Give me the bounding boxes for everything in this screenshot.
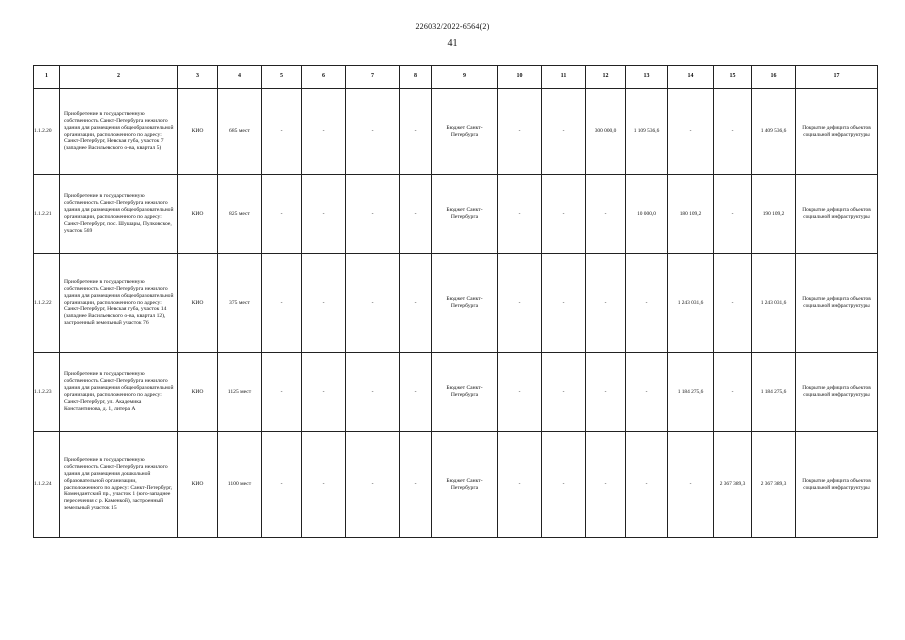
row-executor: КИО (178, 432, 218, 538)
table-row (34, 254, 878, 353)
row-cell: - (302, 432, 346, 538)
row-cell: - (586, 254, 626, 353)
row-cell: - (714, 353, 752, 432)
row-capacity: 1125 мест (218, 353, 262, 432)
row-cell: - (714, 254, 752, 353)
row-cell: - (400, 432, 432, 538)
row-cell: - (586, 353, 626, 432)
header-cell: 7 (346, 66, 400, 89)
row-executor: КИО (178, 254, 218, 353)
row-cell: - (498, 254, 542, 353)
table-row (34, 432, 878, 538)
row-purpose: Покрытие дефицита объектов социальной инфраструктуры (796, 254, 878, 353)
row-code: 1.1.2.22 (34, 254, 60, 353)
row-total: 1 184 275,6 (752, 353, 796, 432)
row-name: Приобретение в государственную собственность Санкт-Петербурга нежилого здания для размещения общеобразовательной организации, расположенного по адресу: Санкт-Петербург, Невская губа, участок 7 (западнее Васильевского о-ва, квартал 5) (60, 89, 178, 175)
row-cell: - (626, 432, 668, 538)
row-cell: 1 243 031,6 (668, 254, 714, 353)
row-source: Бюджет Санкт-Петербурга (432, 432, 498, 538)
row-cell: - (346, 432, 400, 538)
header-cell: 13 (626, 66, 668, 89)
row-total: 2 367 389,3 (752, 432, 796, 538)
row-capacity: 375 мест (218, 254, 262, 353)
row-name: Приобретение в государственную собственность Санкт-Петербурга нежилого здания для размещения общеобразовательной организации, расположенного по адресу: Санкт-Петербург, Невская губа, участок 14 (западнее Васильевского о-ва, квартал 12), застроенный земельный участок 76 (60, 254, 178, 353)
row-source: Бюджет Санкт-Петербурга (432, 175, 498, 254)
header-cell: 11 (542, 66, 586, 89)
row-cell: - (400, 254, 432, 353)
table-row (34, 353, 878, 432)
row-cell: - (542, 175, 586, 254)
row-source: Бюджет Санкт-Петербурга (432, 254, 498, 353)
row-cell: - (302, 175, 346, 254)
header-cell: 2 (60, 66, 178, 89)
row-cell: - (262, 432, 302, 538)
row-cell: - (498, 175, 542, 254)
header-cell: 17 (796, 66, 878, 89)
row-purpose: Покрытие дефицита объектов социальной инфраструктуры (796, 432, 878, 538)
row-cell: - (542, 353, 586, 432)
row-cell: - (626, 254, 668, 353)
header-cell: 10 (498, 66, 542, 89)
row-code: 1.1.2.20 (34, 89, 60, 175)
page-number: 41 (447, 38, 458, 49)
row-cell: - (400, 353, 432, 432)
row-total: 1 243 031,6 (752, 254, 796, 353)
row-cell: - (400, 89, 432, 175)
row-cell: - (262, 353, 302, 432)
row-cell: - (346, 353, 400, 432)
row-cell: - (346, 175, 400, 254)
row-cell: - (542, 254, 586, 353)
row-code: 1.1.2.21 (34, 175, 60, 254)
row-cell: - (542, 89, 586, 175)
header-cell: 12 (586, 66, 626, 89)
row-cell: - (498, 353, 542, 432)
row-name: Приобретение в государственную собственность Санкт-Петербурга нежилого здания для размещения общеобразовательной организации, расположенного по адресу: Санкт-Петербург, ул. Академика Константинова, д. 1, литера А (60, 353, 178, 432)
row-cell: 1 109 536,6 (626, 89, 668, 175)
header-cell: 14 (668, 66, 714, 89)
row-cell: 1 184 275,6 (668, 353, 714, 432)
row-cell: - (668, 432, 714, 538)
row-executor: КИО (178, 175, 218, 254)
row-cell: - (262, 254, 302, 353)
row-executor: КИО (178, 89, 218, 175)
row-cell: - (262, 175, 302, 254)
program-table (33, 65, 878, 538)
header-cell: 1 (34, 66, 60, 89)
header-cell: 4 (218, 66, 262, 89)
row-cell: - (714, 89, 752, 175)
row-code: 1.1.2.24 (34, 432, 60, 538)
row-cell: - (542, 432, 586, 538)
header-cell: 8 (400, 66, 432, 89)
row-cell: - (498, 432, 542, 538)
row-code: 1.1.2.23 (34, 353, 60, 432)
row-cell: 2 367 389,3 (714, 432, 752, 538)
row-capacity: 1100 мест (218, 432, 262, 538)
row-total: 190 109,2 (752, 175, 796, 254)
row-total: 1 409 536,6 (752, 89, 796, 175)
row-cell: - (302, 89, 346, 175)
row-purpose: Покрытие дефицита объектов социальной инфраструктуры (796, 175, 878, 254)
row-cell: 300 000,0 (586, 89, 626, 175)
header-cell: 3 (178, 66, 218, 89)
table-row (34, 175, 878, 254)
row-name: Приобретение в государственную собственность Санкт-Петербурга нежилого здания для размещения общеобразовательной организации, расположенного по адресу: Санкт-Петербург, пос. Шушары, Пулковское, участок 569 (60, 175, 178, 254)
row-capacity: 685 мест (218, 89, 262, 175)
header-cell: 6 (302, 66, 346, 89)
header-cell: 5 (262, 66, 302, 89)
document-number: 226032/2022-6564(2) (415, 22, 490, 31)
row-cell: - (346, 254, 400, 353)
header-row (34, 66, 878, 89)
header-cell: 15 (714, 66, 752, 89)
row-cell: 180 109,2 (668, 175, 714, 254)
row-purpose: Покрытие дефицита объектов социальной инфраструктуры (796, 353, 878, 432)
row-cell: - (714, 175, 752, 254)
row-cell: 10 000,0 (626, 175, 668, 254)
row-cell: - (586, 175, 626, 254)
row-cell: - (498, 89, 542, 175)
row-cell: - (586, 432, 626, 538)
row-source: Бюджет Санкт-Петербурга (432, 353, 498, 432)
table-row (34, 89, 878, 175)
row-cell: - (262, 89, 302, 175)
row-cell: - (668, 89, 714, 175)
row-cell: - (626, 353, 668, 432)
row-cell: - (302, 254, 346, 353)
row-cell: - (346, 89, 400, 175)
row-capacity: 825 мест (218, 175, 262, 254)
row-cell: - (400, 175, 432, 254)
row-source: Бюджет Санкт-Петербурга (432, 89, 498, 175)
row-purpose: Покрытие дефицита объектов социальной инфраструктуры (796, 89, 878, 175)
header-cell: 9 (432, 66, 498, 89)
row-name: Приобретение в государственную собственность Санкт-Петербурга нежилого здания для размещения дошкольной образовательной организации, расположенного по адресу: Санкт-Петербург, Комендантский пр., участок 1 (юго-западнее пересечения с р. Каменкой), застроенный земельный участок 15 (60, 432, 178, 538)
row-cell: - (302, 353, 346, 432)
header-cell: 16 (752, 66, 796, 89)
row-executor: КИО (178, 353, 218, 432)
